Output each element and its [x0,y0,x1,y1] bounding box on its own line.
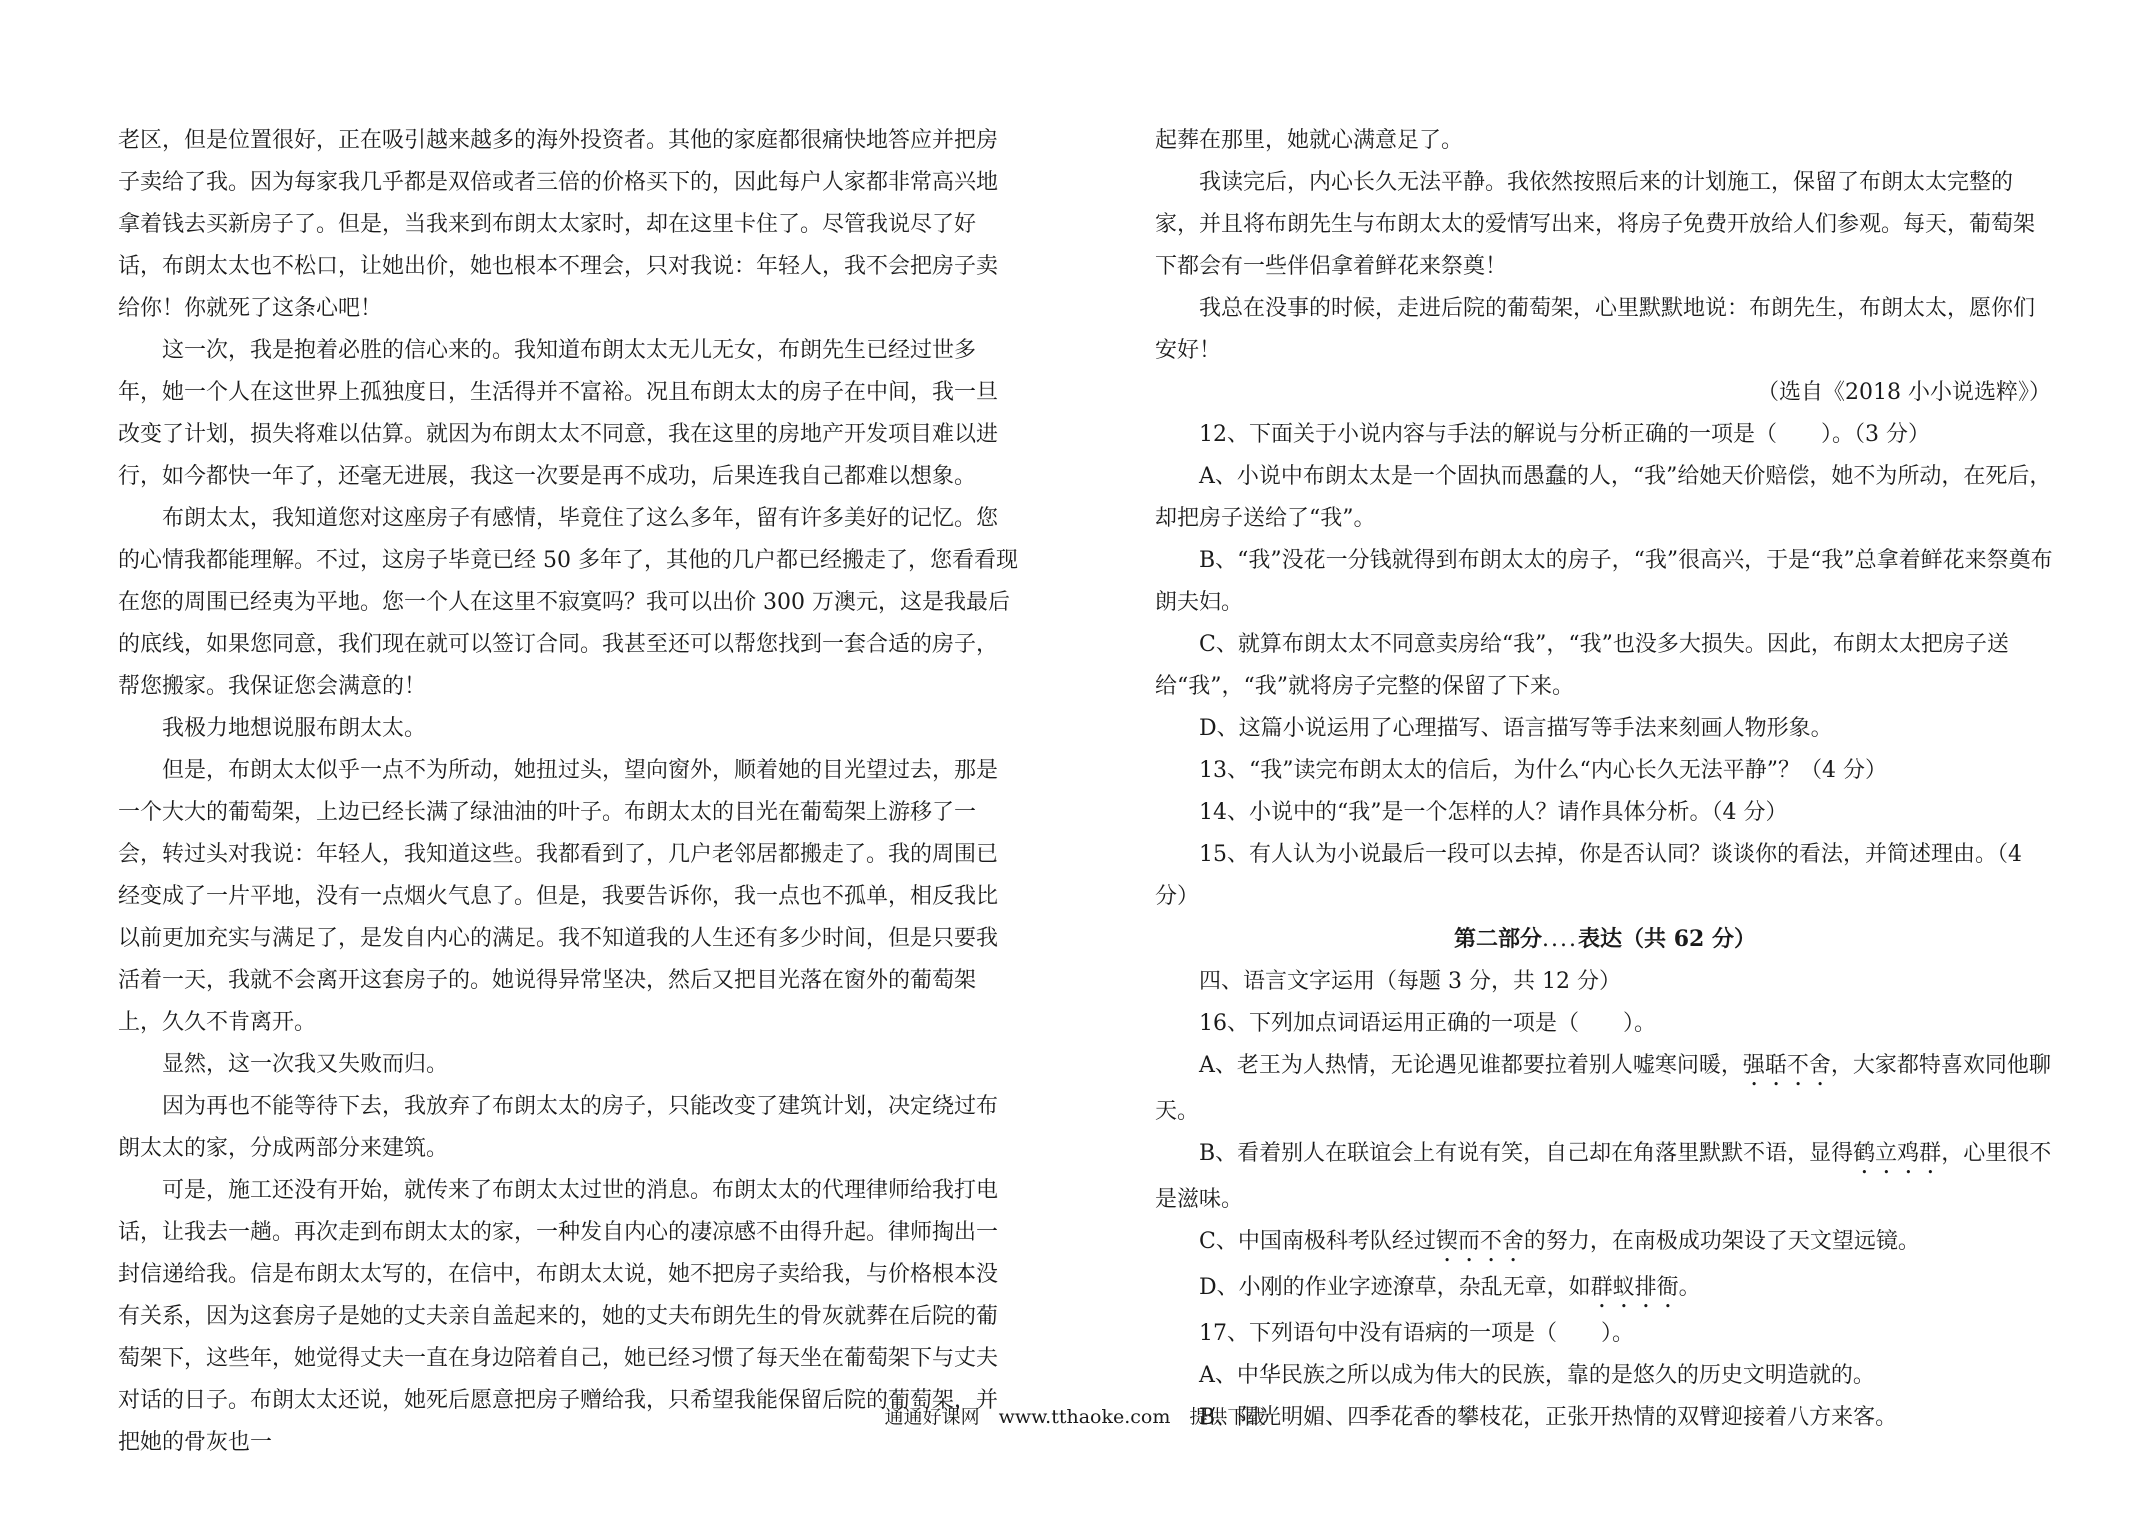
option-12d: D、这篇小说运用了心理描写、语言描写等手法来刻画人物形象。 [1199,716,1833,741]
source-citation: （选自《2018 小小说选粹》） [1757,380,2051,405]
option-16c [1155,1221,2055,1267]
paragraph: 这一次，我是抱着必胜的信心来的。我知道布朗太太无儿无女，布朗先生已经过世多年，她一个人在这世界上孤独度日，生活得并不富裕。况且布朗太太的房子在中间，我一旦改变了计划，损失将难以估算。就因为布朗太太不同意，我在这里的房地产开发项目难以进行，如今都快一年了，还毫无进展，我这一次要是再不成功，后果连我自己都难以想象。 [118,338,999,489]
emphasis-word: 鹤立鸡群 [1853,1141,1942,1166]
section-dots: .... [1542,927,1579,952]
option-16d [1155,1267,2055,1313]
left-column [118,120,1018,1464]
section-title: 表达（共 62 分） [1578,926,1756,952]
question-14: 14、小说中的“我”是一个怎样的人？请作具体分析。（4 分） [1199,800,1788,825]
option-12c: C、就算布朗太太不同意卖房给“我”，“我”也没多大损失。因此，布朗太太把房子送给“我”，“我”就将房子完整的保留了下来。 [1155,632,2009,699]
footer-watermark: 通通好课网 www.tthaoke.com 提供下载 [884,1406,1266,1428]
question-13: 13、“我”读完布朗太太的信后，为什么“内心长久无法平静”？（4 分） [1199,758,1887,783]
paragraph: 起葬在那里，她就心满意足了。 [1155,128,1464,153]
option-17b: B、阳光明媚、四季花香的攀枝花，正张开热情的双臂迎接着八方来客。 [1199,1405,1898,1430]
option-12a: A、小说中布朗太太是一个固执而愚蠢的人，“我”给她天价赔偿，她不为所动，在死后，却把房子送给了“我”。 [1155,464,2052,531]
question-12: 12、下面关于小说内容与手法的解说与分析正确的一项是（ ）。（3 分） [1199,422,1930,447]
paragraph: 我读完后，内心长久无法平静。我依然按照后来的计划施工，保留了布朗太太完整的家，并且将布朗先生与布朗太太的爱情写出来，将房子免费开放给人们参观。每天，葡萄架下都会有一些伴侣拿着鲜花来祭奠！ [1155,170,2036,279]
section-part: 第二部分 [1454,926,1543,952]
option-16a [1155,1045,2055,1133]
question-16: 16、下列加点词语运用正确的一项是（ ）。 [1199,1011,1656,1036]
emphasis-word: 强聒不舍 [1742,1053,1831,1078]
question-17: 17、下列语句中没有语病的一项是（ ）。 [1199,1321,1634,1346]
emphasis-word: 锲而不舍 [1435,1229,1524,1254]
paragraph: 因为再也不能等待下去，我放弃了布朗太太的房子，只能改变了建筑计划，决定绕过布朗太太的家，分成两部分来建筑。 [118,1094,999,1161]
paragraph: 可是，施工还没有开始，就传来了布朗太太过世的消息。布朗太太的代理律师给我打电话，让我去一趟。再次走到布朗太太的家，一种发自内心的凄凉感不由得升起。律师掏出一封信递给我。信是布朗太太写的，在信中，布朗太太说，她不把房子卖给我，与价格根本没有关系，因为这套房子是她的丈夫亲自盖起来的，她的丈夫布朗先生的骨灰就葬在后院的葡萄架下，这些年，她觉得丈夫一直在身边陪着自己，她已经习惯了每天坐在葡萄架下与丈夫对话的日子。布朗太太还说，她死后愿意把房子赠给我，只希望我能保留后院的葡萄架，并把她的骨灰也一 [118,1178,999,1455]
question-15: 15、有人认为小说最后一段可以去掉，你是否认同？谈谈你的看法，并简述理由。（4 分） [1155,842,2022,909]
text-span: 的努力，在南极成功架设了天文望远镜。 [1523,1229,1920,1254]
paragraph: 但是，布朗太太似乎一点不为所动，她扭过头，望向窗外，顺着她的目光望过去，那是一个大大的葡萄架，上边已经长满了绿油油的叶子。布朗太太的目光在葡萄架上游移了一会，转过头对我说：年轻人，我知道这些。我都看到了，几户老邻居都搬走了。我的周围已经变成了一片平地，没有一点烟火气息了。但是，我要告诉你，我一点也不孤单，相反我比以前更加充实与满足了，是发自内心的满足。我不知道我的人生还有多少时间，但是只要我活着一天，我就不会离开这套房子的。她说得异常坚决，然后又把目光落在窗外的葡萄架上，久久不肯离开。 [118,758,999,1035]
paragraph: 我总在没事的时候，走进后院的葡萄架，心里默默地说：布朗先生，布朗太太，愿你们安好！ [1155,296,2036,363]
option-16b [1155,1133,2055,1221]
section-heading [1155,918,2055,961]
emphasis-word: 群蚁排衙 [1590,1275,1679,1300]
option-17a: A、中华民族之所以成为伟大的民族，靠的是悠久的历史文明造就的。 [1199,1363,1875,1388]
text-span: B、看着别人在联谊会上有说有笑，自己却在角落里默默不语，显得 [1199,1141,1854,1166]
paragraph: 老区，但是位置很好，正在吸引越来越多的海外投资者。其他的家庭都很痛快地答应并把房子卖给了我。因为每家我几乎都是双倍或者三倍的价格买下的，因此每户人家都非常高兴地拿着钱去买新房子了。但是，当我来到布朗太太家时，却在这里卡住了。尽管我说尽了好话，布朗太太也不松口，让她出价，她也根本不理会，只对我说：年轻人，我不会把房子卖给你！你就死了这条心吧！ [118,128,999,321]
text-span: ，大家都特喜欢同他聊天。 [1155,1053,2051,1124]
subsection-heading: 四、语言文字运用（每题 3 分，共 12 分） [1199,969,1621,994]
right-column [1155,120,2055,1439]
text-span: D、小刚的作业字迹潦草，杂乱无章，如 [1199,1275,1591,1300]
option-12b: B、“我”没花一分钱就得到布朗太太的房子，“我”很高兴，于是“我”总拿着鲜花来祭奠布朗夫妇。 [1155,548,2053,615]
text-span: ，心里很不是滋味。 [1155,1141,2052,1212]
text-span: C、中国南极科考队经过 [1199,1229,1436,1254]
text-span: 。 [1678,1275,1701,1300]
paragraph: 布朗太太，我知道您对这座房子有感情，毕竟住了这么多年，留有许多美好的记忆。您的心情我都能理解。不过，这房子毕竟已经 50 多年了，其他的几户都已经搬走了，您看看现在您的周围已经夷为平地。您一个人在这里不寂寞吗？我可以出价 300 万澳元，这是我最后的底线，如果您同意，我们现在就可以签订合同。我甚至还可以帮您找到一套合适的房子，帮您搬家。我保证您会满意的！ [118,506,1018,699]
paragraph: 显然，这一次我又失败而归。 [162,1052,449,1077]
text-span: A、老王为人热情，无论遇见谁都要拉着别人嘘寒问暖， [1199,1053,1743,1078]
paragraph: 我极力地想说服布朗太太。 [162,716,427,741]
